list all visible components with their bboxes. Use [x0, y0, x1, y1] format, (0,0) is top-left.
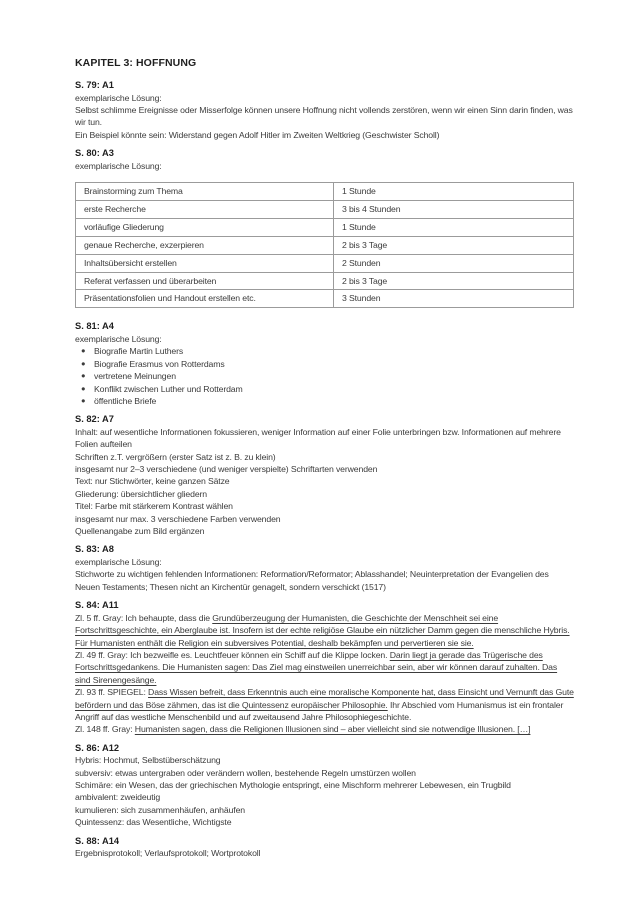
- section-body: [75, 426, 574, 538]
- text-line: Text: nur Stichwörter, keine ganzen Sätze: [75, 476, 230, 487]
- section-heading-s83: S. 83: A8: [75, 544, 114, 555]
- text-line: Quintessenz: das Wesentliche, Wichtigste: [75, 817, 232, 828]
- schedule-table: [75, 182, 574, 308]
- bullet-icon: ●: [81, 395, 86, 405]
- text-line: kumulieren: sich zusammenhäufen, anhäufen: [75, 804, 245, 815]
- table-cell-task: Inhaltsübersicht erstellen: [76, 254, 334, 272]
- section-s84: [75, 600, 574, 736]
- table-cell-duration: 1 Stunde: [334, 218, 574, 236]
- section-heading-s80: S. 80: A3: [75, 148, 114, 159]
- bullet-icon: ●: [81, 358, 86, 368]
- text-line: insgesamt nur max. 3 verschiedene Farben verwenden: [75, 513, 281, 524]
- text-line: exemplarische Lösung:: [75, 333, 162, 344]
- chapter-title: KAPITEL 3: HOFFNUNG: [75, 57, 197, 69]
- table-row: [76, 200, 574, 218]
- text-line: Schimäre: ein Wesen, das der griechischen Mythologie entspringt, eine Mischform mehrerer Lebewesen, ein Trugbild: [75, 780, 511, 791]
- section-body: [75, 754, 574, 828]
- table-cell-task: vorläufige Gliederung: [76, 218, 334, 236]
- table-cell-task: erste Recherche: [76, 200, 334, 218]
- section-s81: [75, 321, 574, 407]
- table-row: [76, 218, 574, 236]
- bullet-text: Biografie Martin Luthers: [94, 346, 184, 357]
- section-heading-s81: S. 81: A4: [75, 321, 114, 332]
- bullet-item: [75, 395, 574, 407]
- bullet-item: [75, 358, 574, 370]
- bullet-list: [75, 345, 574, 407]
- text-line: Ergebnisprotokoll; Verlaufsprotokoll; Wortprotokoll: [75, 848, 261, 859]
- table-cell-duration: 1 Stunde: [334, 183, 574, 201]
- section-heading-s79: S. 79: A1: [75, 80, 114, 90]
- quote-line: Zl. 49 ff. Gray: Ich bezweifle es. Leuchtfeuer können ein Schiff auf die Klippe locken. Darin liegt ja gerade das Trügerische des Fortschrittsgedankens. Die Humanisten sagen: Das Ziel mag einstweilen unerreichbar sein, aber wir können darauf zuhalten. Das sind Sirenengesänge.: [75, 649, 558, 685]
- text-line: exemplarische Lösung:: [75, 160, 162, 171]
- section-heading-s84: S. 84: A11: [75, 600, 119, 611]
- text-line: Gliederung: übersichtlicher gliedern: [75, 488, 207, 499]
- bullet-item: [75, 345, 574, 357]
- table-cell-task: Referat verfassen und überarbeiten: [76, 272, 334, 290]
- text-line: Quellenangabe zum Bild ergänzen: [75, 526, 205, 537]
- section-s79: [75, 80, 574, 141]
- text-line: Stichworte zu wichtigen fehlenden Informationen: Reformation/Reformator; Ablasshandel; Neuinterpretation der Evangelien des Neuen Testaments; Thesen nicht an Kirchentür genagelt, sondern verschickt (1517): [75, 569, 549, 592]
- text-line: exemplarische Lösung:: [75, 556, 162, 567]
- section-s83: [75, 544, 574, 593]
- section-s82: [75, 414, 574, 537]
- text-line: Inhalt: auf wesentliche Informationen fokussieren, weniger Information auf einer Folie unterbringen bzw. Informationen auf mehrere Folien aufteilen: [75, 426, 561, 450]
- table-cell-task: Brainstorming zum Thema: [76, 183, 334, 201]
- table-row: [76, 236, 574, 254]
- text-line: Titel: Farbe mit stärkerem Kontrast wählen: [75, 501, 233, 512]
- section-s80: [75, 148, 574, 308]
- text-line: insgesamt nur 2–3 verschiedene (und weniger verspielte) Schriftarten verwenden: [75, 464, 378, 475]
- section-body: [75, 92, 574, 142]
- quote-line: Zl. 5 ff. Gray: Ich behaupte, dass die Grundüberzeugung der Humanisten, die Geschichte der Menschheit sei eine Fortschrittsgeschichte, ein Aberglaube ist. Insofern ist der echte religiöse Glaube ein nützlicher Damm gegen die menschliche Hybris. Für Humanisten enthält die Religion ein subversives Potential, deshalb bekämpfen und pervertieren sie sie.: [75, 612, 570, 648]
- table-row: [76, 272, 574, 290]
- text-line: Schriften z.T. vergrößern (erster Satz ist z. B. zu klein): [75, 451, 276, 462]
- bullet-icon: ●: [81, 383, 86, 393]
- table-cell-task: Präsentationsfolien und Handout erstellen etc.: [76, 290, 334, 308]
- text-line: Selbst schlimme Ereignisse oder Misserfolge können unsere Hoffnung nicht vollends zerstören, wenn wir einen Sinn darin finden, was wir tun.: [75, 104, 573, 128]
- table-cell-duration: 2 bis 3 Tage: [334, 272, 574, 290]
- bullet-text: öffentliche Briefe: [94, 395, 157, 406]
- table-cell-duration: 3 Stunden: [334, 290, 574, 308]
- section-body: [75, 847, 574, 859]
- text-line: exemplarische Lösung:: [75, 92, 162, 103]
- table-cell-task: genaue Recherche, exzerpieren: [76, 236, 334, 254]
- text-line: Hybris: Hochmut, Selbstüberschätzung: [75, 755, 221, 766]
- quote-line: Zl. 93 ff. SPIEGEL: Dass Wissen befreit, dass Erkenntnis auch eine moralische Komponente hat, dass Einsicht und Vernunft das Gute befördern und das Böse zähmen, das ist die Quintessenz europäischer Philosophie. Ihr Abschied vom Humanismus ist ein frontaler Angriff auf das westliche Menschenbild und auf zweitausend Jahre Philosophiegeschichte.: [75, 687, 574, 722]
- table-row: [76, 183, 574, 201]
- quote-line: Zl. 148 ff. Gray: Humanisten sagen, dass die Religionen Illusionen sind – aber vielleicht sind sie notwendige Illusionen. […]: [75, 724, 531, 735]
- table-cell-duration: 3 bis 4 Stunden: [334, 200, 574, 218]
- section-s86: [75, 743, 574, 829]
- text-line: Ein Beispiel könnte sein: Widerstand gegen Adolf Hitler im Zweiten Weltkrieg (Geschwister Scholl): [75, 129, 440, 140]
- table-cell-duration: 2 bis 3 Tage: [334, 236, 574, 254]
- table-cell-duration: 2 Stunden: [334, 254, 574, 272]
- section-heading-s86: S. 86: A12: [75, 742, 120, 753]
- table-row: [76, 290, 574, 308]
- bullet-text: Biografie Erasmus von Rotterdams: [94, 358, 225, 369]
- text-line: subversiv: etwas untergraben oder verändern wollen, bestehende Regeln umstürzen wollen: [75, 767, 416, 778]
- bullet-icon: ●: [81, 371, 86, 381]
- bullet-text: vertretene Meinungen: [94, 371, 176, 382]
- section-heading-s88: S. 88: A14: [75, 835, 120, 846]
- bullet-item: [75, 383, 574, 395]
- schedule-table-body: [76, 183, 574, 308]
- table-row: [76, 254, 574, 272]
- section-body: [75, 556, 574, 593]
- section-heading-s82: S. 82: A7: [75, 414, 114, 425]
- text-line: ambivalent: zweideutig: [75, 792, 161, 803]
- bullet-item: [75, 370, 574, 382]
- section-s88: [75, 836, 574, 860]
- bullet-icon: ●: [81, 346, 86, 356]
- bullet-text: Konflikt zwischen Luther und Rotterdam: [94, 383, 243, 394]
